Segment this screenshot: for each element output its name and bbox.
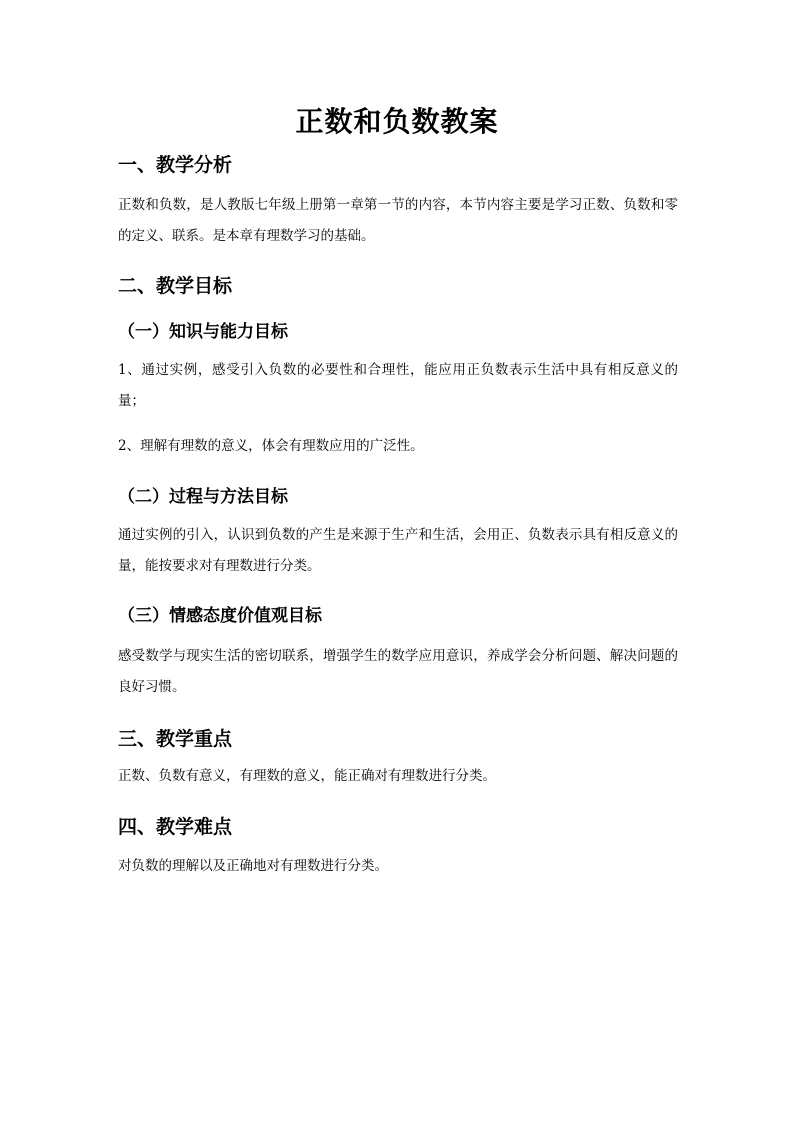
subsection-heading-process: （二）过程与方法目标 bbox=[118, 487, 288, 507]
section-heading-difficulties: 四、教学难点 bbox=[118, 816, 233, 838]
subsection-body-attitude: 感受数学与现实生活的密切联系，增强学生的数学应用意识，养成学会分析问题、解决问题的良好习惯。 bbox=[118, 648, 678, 695]
section-body-difficulties: 对负数的理解以及正确地对有理数进行分类。 bbox=[118, 858, 388, 874]
section-heading-objectives: 二、教学目标 bbox=[118, 275, 233, 297]
section-body-analysis: 正数和负数，是人教版七年级上册第一章第一节的内容，本节内容主要是学习正数、负数和零的定义、联系。是本章有理数学习的基础。 bbox=[118, 197, 678, 244]
section-heading-analysis: 一、教学分析 bbox=[118, 154, 233, 176]
subsection-body-process: 通过实例的引入，认识到负数的产生是来源于生产和生活，会用正、负数表示具有相反意义的量，能按要求对有理数进行分类。 bbox=[118, 527, 678, 574]
subsection-heading-knowledge: （一）知识与能力目标 bbox=[118, 322, 288, 342]
objective-item-1: 1、通过实例，感受引入负数的必要性和合理性，能应用正负数表示生活中具有相反意义的量； bbox=[118, 362, 678, 409]
subsection-heading-attitude: （三）情感态度价值观目标 bbox=[118, 606, 322, 626]
section-body-key-points: 正数、负数有意义，有理数的意义，能正确对有理数进行分类。 bbox=[118, 768, 496, 784]
objective-item-2: 2、理解有理数的意义，体会有理数应用的广泛性。 bbox=[118, 438, 424, 454]
section-heading-key-points: 三、教学重点 bbox=[118, 728, 233, 750]
document-title: 正数和负数教案 bbox=[295, 105, 499, 138]
